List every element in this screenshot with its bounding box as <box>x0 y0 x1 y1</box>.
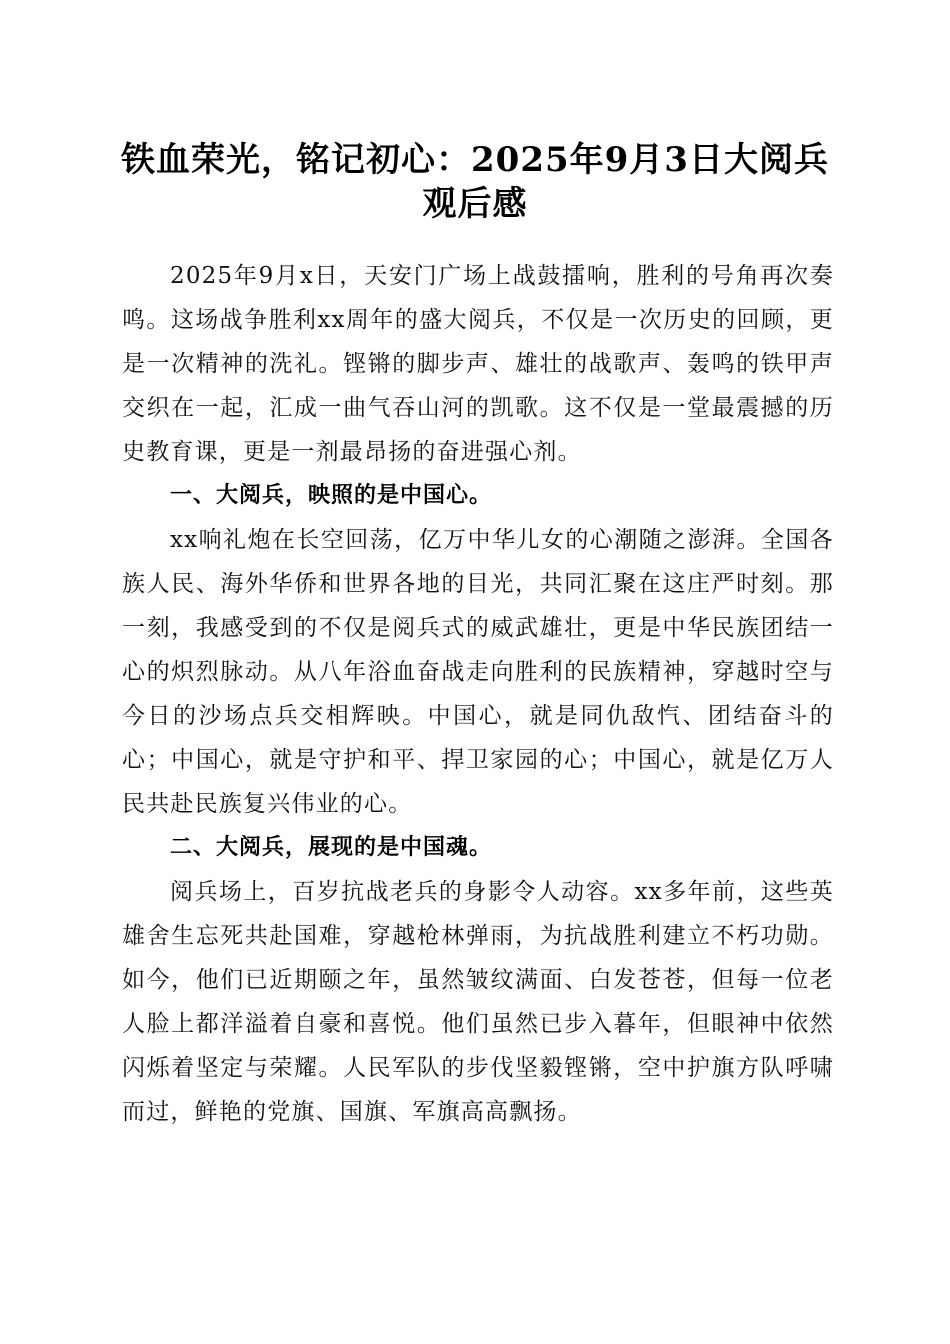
section-1-paragraph: xx响礼炮在长空回荡，亿万中华儿女的心潮随之澎湃。全国各族人民、海外华侨和世界各地的目光，共同汇聚在这庄严时刻。那一刻，我感受到的不仅是阅兵式的威武雄壮，更是中华民族团结一心的炽烈脉动。从八年浴血奋战走向胜利的民族精神，穿越时空与今日的沙场点兵交相辉映。中国心，就是同仇敌忾、团结奋斗的心；中国心，就是守护和平、捍卫家园的心；中国心，就是亿万人民共赴民族复兴伟业的心。 <box>122 527 834 817</box>
section-heading-2: 二、大阅兵，展现的是中国魂。 <box>170 835 493 860</box>
intro-paragraph: 2025年9月x日，天安门广场上战鼓擂响，胜利的号角再次奏鸣。这场战争胜利xx周年的盛大阅兵，不仅是一次历史的回顾，更是一次精神的洗礼。铿锵的脚步声、雄壮的战歌声、轰鸣的铁甲声交织在一起，汇成一曲气吞山河的凯歌。这不仅是一堂最震撼的历史教育课，更是一剂最昂扬的奋进强心剂。 <box>122 263 834 465</box>
title-line-1: 铁血荣光，铭记初心：2025年9月3日大阅兵 <box>121 140 829 180</box>
section-2-paragraph: 阅兵场上，百岁抗战老兵的身影令人动容。xx多年前，这些英雄舍生忘死共赴国难，穿越枪林弹雨，为抗战胜利建立不朽功勋。如今，他们已近期颐之年，虽然皱纹满面、白发苍苍，但每一位老人脸上都洋溢着自豪和喜悦。他们虽然已步入暮年，但眼神中依然闪烁着坚定与荣耀。人民军队的步伐坚毅铿锵，空中护旗方队呼啸而过，鲜艳的党旗、国旗、军旗高高飘扬。 <box>122 879 834 1125</box>
document-body <box>122 254 834 1134</box>
title-line-2: 观后感 <box>422 184 528 224</box>
section-heading-1: 一、大阅兵，映照的是中国心。 <box>170 483 493 508</box>
document-title <box>110 138 840 226</box>
